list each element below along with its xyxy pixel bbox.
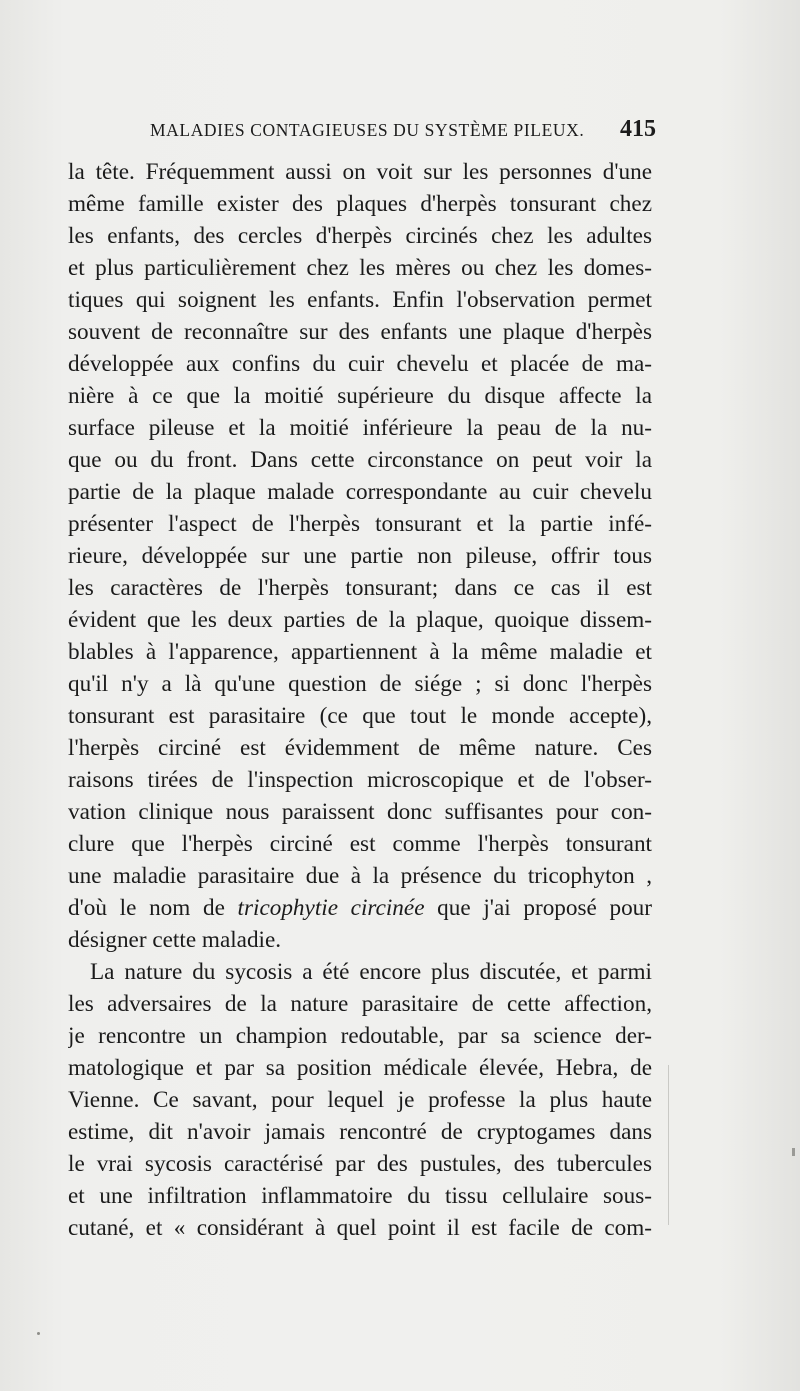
text-line: et une infiltration inflammatoire du tissu cellulaire sous- bbox=[68, 1183, 652, 1209]
text-line: et plus particulièrement chez les mères ou chez les domes- bbox=[68, 255, 652, 281]
text-line: surface pileuse et la moitié inférieure la peau de la nu- bbox=[68, 415, 652, 441]
text-line: développée aux confins du cuir chevelu et placée de ma- bbox=[68, 351, 652, 377]
text-line: présenter l'aspect de l'herpès tonsurant et la partie infé- bbox=[68, 511, 652, 537]
text-line: nière à ce que la moitié supérieure du disque affecte la bbox=[68, 383, 652, 409]
text-line: cutané, et « considérant à quel point il est facile de com- bbox=[68, 1215, 652, 1241]
paper-speck bbox=[792, 1148, 795, 1156]
paragraph bbox=[68, 956, 652, 1244]
page-number: 415 bbox=[620, 116, 656, 142]
text-line: les adversaires de la nature parasitaire de cette affection, bbox=[68, 991, 652, 1017]
text-line: les enfants, des cercles d'herpès circinés chez les adultes bbox=[68, 223, 652, 249]
text-line: La nature du sycosis a été encore plus discutée, et parmi bbox=[90, 959, 652, 985]
text-line: que ou du front. Dans cette circonstance on peut voir la bbox=[68, 447, 652, 473]
text-line: les caractères de l'herpès tonsurant; dans ce cas il est bbox=[68, 575, 652, 601]
text-span: que j'ai proposé pour bbox=[424, 895, 652, 921]
text-line: estime, dit n'avoir jamais rencontré de cryptogames dans bbox=[68, 1119, 652, 1145]
text-line: le vrai sycosis caractérisé par des pustules, des tubercules bbox=[68, 1151, 652, 1177]
text-line: blables à l'apparence, appartiennent à la même maladie et bbox=[68, 639, 652, 665]
text-line: évident que les deux parties de la plaque, quoique dissem- bbox=[68, 607, 652, 633]
page-header bbox=[150, 118, 660, 148]
text-line: partie de la plaque malade correspondante au cuir chevelu bbox=[68, 479, 652, 505]
text-line: même famille exister des plaques d'herpès tonsurant chez bbox=[68, 191, 652, 217]
text-line: souvent de reconnaître sur des enfants une plaque d'herpès bbox=[68, 319, 652, 345]
body-text bbox=[68, 156, 652, 1244]
text-line: je rencontre un champion redoutable, par sa science der- bbox=[68, 1023, 652, 1049]
text-span: d'où le nom de bbox=[68, 895, 238, 921]
running-head: MALADIES CONTAGIEUSES DU SYSTÈME PILEUX. bbox=[150, 120, 585, 140]
text-line: raisons tirées de l'inspection microscopique et de l'obser- bbox=[68, 767, 652, 793]
text-line: rieure, développée sur une partie non pileuse, offrir tous bbox=[68, 543, 652, 569]
text-line: tonsurant est parasitaire (ce que tout le monde accepte), bbox=[68, 703, 652, 729]
text-line-with-italic bbox=[68, 892, 652, 924]
text-line: matologique et par sa position médicale élevée, Hebra, de bbox=[68, 1055, 652, 1081]
paper-speck bbox=[37, 1332, 40, 1335]
paragraph bbox=[68, 156, 652, 956]
text-line: désigner cette maladie. bbox=[68, 927, 282, 953]
text-line: qu'il n'y a là qu'une question de siége ; si donc l'herpès bbox=[68, 671, 652, 697]
text-line: l'herpès circiné est évidemment de même nature. Ces bbox=[68, 735, 652, 761]
text-line: une maladie parasitaire due à la présence du tricophyton , bbox=[68, 863, 652, 889]
text-line: clure que l'herpès circiné est comme l'herpès tonsurant bbox=[68, 831, 652, 857]
text-line: la tête. Fréquemment aussi on voit sur les personnes d'une bbox=[68, 159, 652, 185]
text-line: Vienne. Ce savant, pour lequel je professe la plus haute bbox=[68, 1087, 652, 1113]
text-line: tiques qui soignent les enfants. Enfin l'observation permet bbox=[68, 287, 652, 313]
italic-term: tricophytie circinée bbox=[237, 895, 425, 921]
paper-crease bbox=[668, 1065, 669, 1225]
text-line: vation clinique nous paraissent donc suffisantes pour con- bbox=[68, 799, 652, 825]
